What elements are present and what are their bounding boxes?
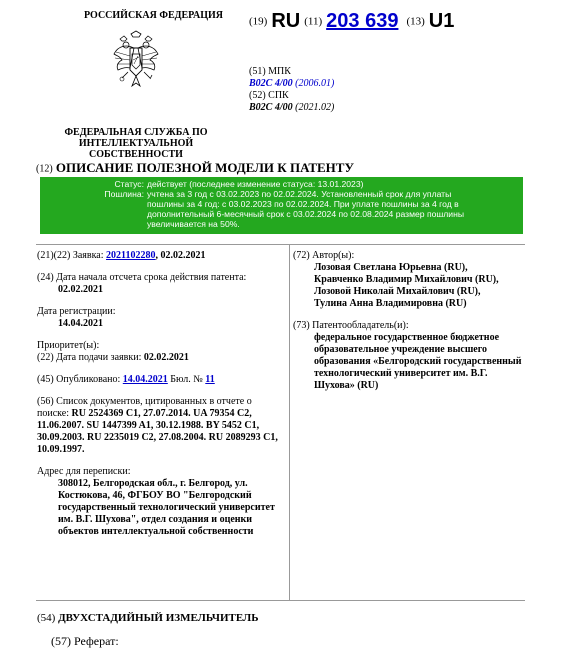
column-divider — [289, 244, 290, 600]
country-name: РОССИЙСКАЯ ФЕДЕРАЦИЯ — [84, 10, 224, 21]
cpc-label: (52) СПК — [249, 90, 289, 101]
publication-number-line — [249, 10, 454, 33]
owner-value: федеральное государственное бюджетное образовательное учреждение высшего образования «Белгородский государственный технологический университет им. В.Г. Шухова» (RU) — [314, 332, 522, 391]
published-field — [37, 374, 282, 386]
author-name: Лозовой Николай Михайлович (RU), — [314, 286, 481, 297]
inid-13: (13) — [406, 15, 425, 28]
abstract-label: (57) Реферат: — [51, 634, 119, 648]
correspondence-address-field — [37, 466, 282, 538]
fee-line: пошлины за 4 год: с 03.02.2023 по 02.02.2024. При уплате пошлины за 4 год в — [147, 199, 459, 209]
registration-value: 14.04.2021 — [58, 318, 103, 329]
owner-field — [293, 320, 525, 392]
document-title — [36, 160, 354, 176]
divider — [36, 244, 525, 245]
cited-documents-field — [37, 396, 282, 456]
inid-11: (11) — [304, 15, 323, 28]
priority-label: Приоритет(ы): — [37, 340, 100, 351]
ipc-year: (2006.01) — [295, 78, 335, 89]
patent-number-link[interactable]: 203 639 — [326, 10, 399, 32]
registration-field — [37, 306, 282, 330]
priority-field — [37, 340, 282, 364]
cpc-year: (2021.02) — [295, 102, 335, 113]
patent-service-name: ФЕДЕРАЛЬНАЯ СЛУЖБА ПО ИНТЕЛЛЕКТУАЛЬНОЙ СОБСТВЕННОСТИ — [64, 127, 208, 160]
fee-line: дополнительный 6-месячный срок с 03.02.2024 по 02.08.2024 размер пошлины — [147, 209, 465, 219]
fee-label: Пошлина: — [104, 189, 144, 199]
fee-line: учтена за 3 год с 03.02.2023 по 02.02.2024. Установленный срок для уплаты — [147, 189, 452, 199]
ipc-code-link[interactable]: B02C 4/00 — [249, 78, 293, 89]
author-name: Тулина Анна Владимировна (RU) — [314, 298, 467, 309]
status-box — [40, 177, 523, 234]
term-start-field — [37, 272, 282, 296]
application-date: , 02.02.2021 — [155, 250, 206, 261]
country-code: RU — [271, 10, 301, 32]
registration-label: Дата регистрации: — [37, 306, 116, 317]
bibliographic-right-column — [293, 250, 525, 402]
divider — [36, 600, 525, 601]
address-value: 308012, Белгородская обл., г. Белгород, ул. Костюкова, 46, ФГБОУ ВО "Белгородский государственный технологический университет им. В.Г. Шухова", отдел создания и оценки объектов интеллектуальной собственности — [58, 478, 275, 537]
cited-value: RU 2524369 C1, 27.07.2014. UA 79354 C2, 11.06.2007. SU 1447399 A1, 30.12.1988. BY 5452 C1, 30.09.2003. RU 2235019 C2, 27.08.2004. RU 2089293 C1, 10.09.1997. — [37, 408, 278, 455]
term-start-label: (24) Дата начала отсчета срока действия патента: — [37, 272, 247, 283]
priority-item-value: 02.02.2021 — [143, 352, 189, 363]
cited-label: (56) Список документов, цитированных в отчете о поиске: — [37, 396, 252, 419]
bibliographic-left-column — [37, 250, 282, 548]
cpc-code: B02C 4/00 — [249, 102, 293, 113]
status-label: Статус: — [114, 179, 144, 189]
inid-19: (19) — [249, 15, 268, 28]
classification-block — [249, 66, 334, 114]
kind-code: U1 — [428, 10, 455, 32]
authors-label: (72) Автор(ы): — [293, 250, 355, 261]
fee-line: увеличивается на 50%. — [147, 219, 240, 229]
priority-item-label: (22) Дата подачи заявки: — [37, 352, 142, 363]
bulletin-number-link[interactable]: 11 — [205, 374, 215, 385]
russian-coat-of-arms-icon — [112, 30, 160, 90]
published-label: (45) Опубликовано: — [37, 374, 121, 385]
application-field — [37, 250, 282, 262]
author-name: Кравченко Владимир Михайлович (RU), — [314, 274, 499, 285]
inid-12: (12) — [36, 163, 53, 175]
ipc-label: (51) МПК — [249, 66, 291, 77]
owner-label: (73) Патентообладатель(и): — [293, 320, 409, 331]
address-label: Адрес для переписки: — [37, 466, 131, 477]
document-title-text: ОПИСАНИЕ ПОЛЕЗНОЙ МОДЕЛИ К ПАТЕНТУ — [55, 160, 354, 175]
published-date-link[interactable]: 14.04.2021 — [122, 374, 168, 385]
term-start-value: 02.02.2021 — [58, 284, 103, 295]
application-number-link[interactable]: 2021102280 — [106, 250, 156, 261]
author-name: Лозовая Светлана Юрьевна (RU), — [314, 262, 468, 273]
inid-54: (54) — [37, 612, 56, 624]
invention-title-text: ДВУХСТАДИЙНЫЙ ИЗМЕЛЬЧИТЕЛЬ — [58, 612, 259, 624]
invention-title — [37, 612, 259, 624]
bulletin-label: Бюл. № — [170, 374, 203, 385]
application-label: (21)(22) Заявка: — [37, 250, 104, 261]
authors-field — [293, 250, 525, 310]
status-value: действует (последнее изменение статуса: 13.01.2023) — [147, 179, 364, 189]
